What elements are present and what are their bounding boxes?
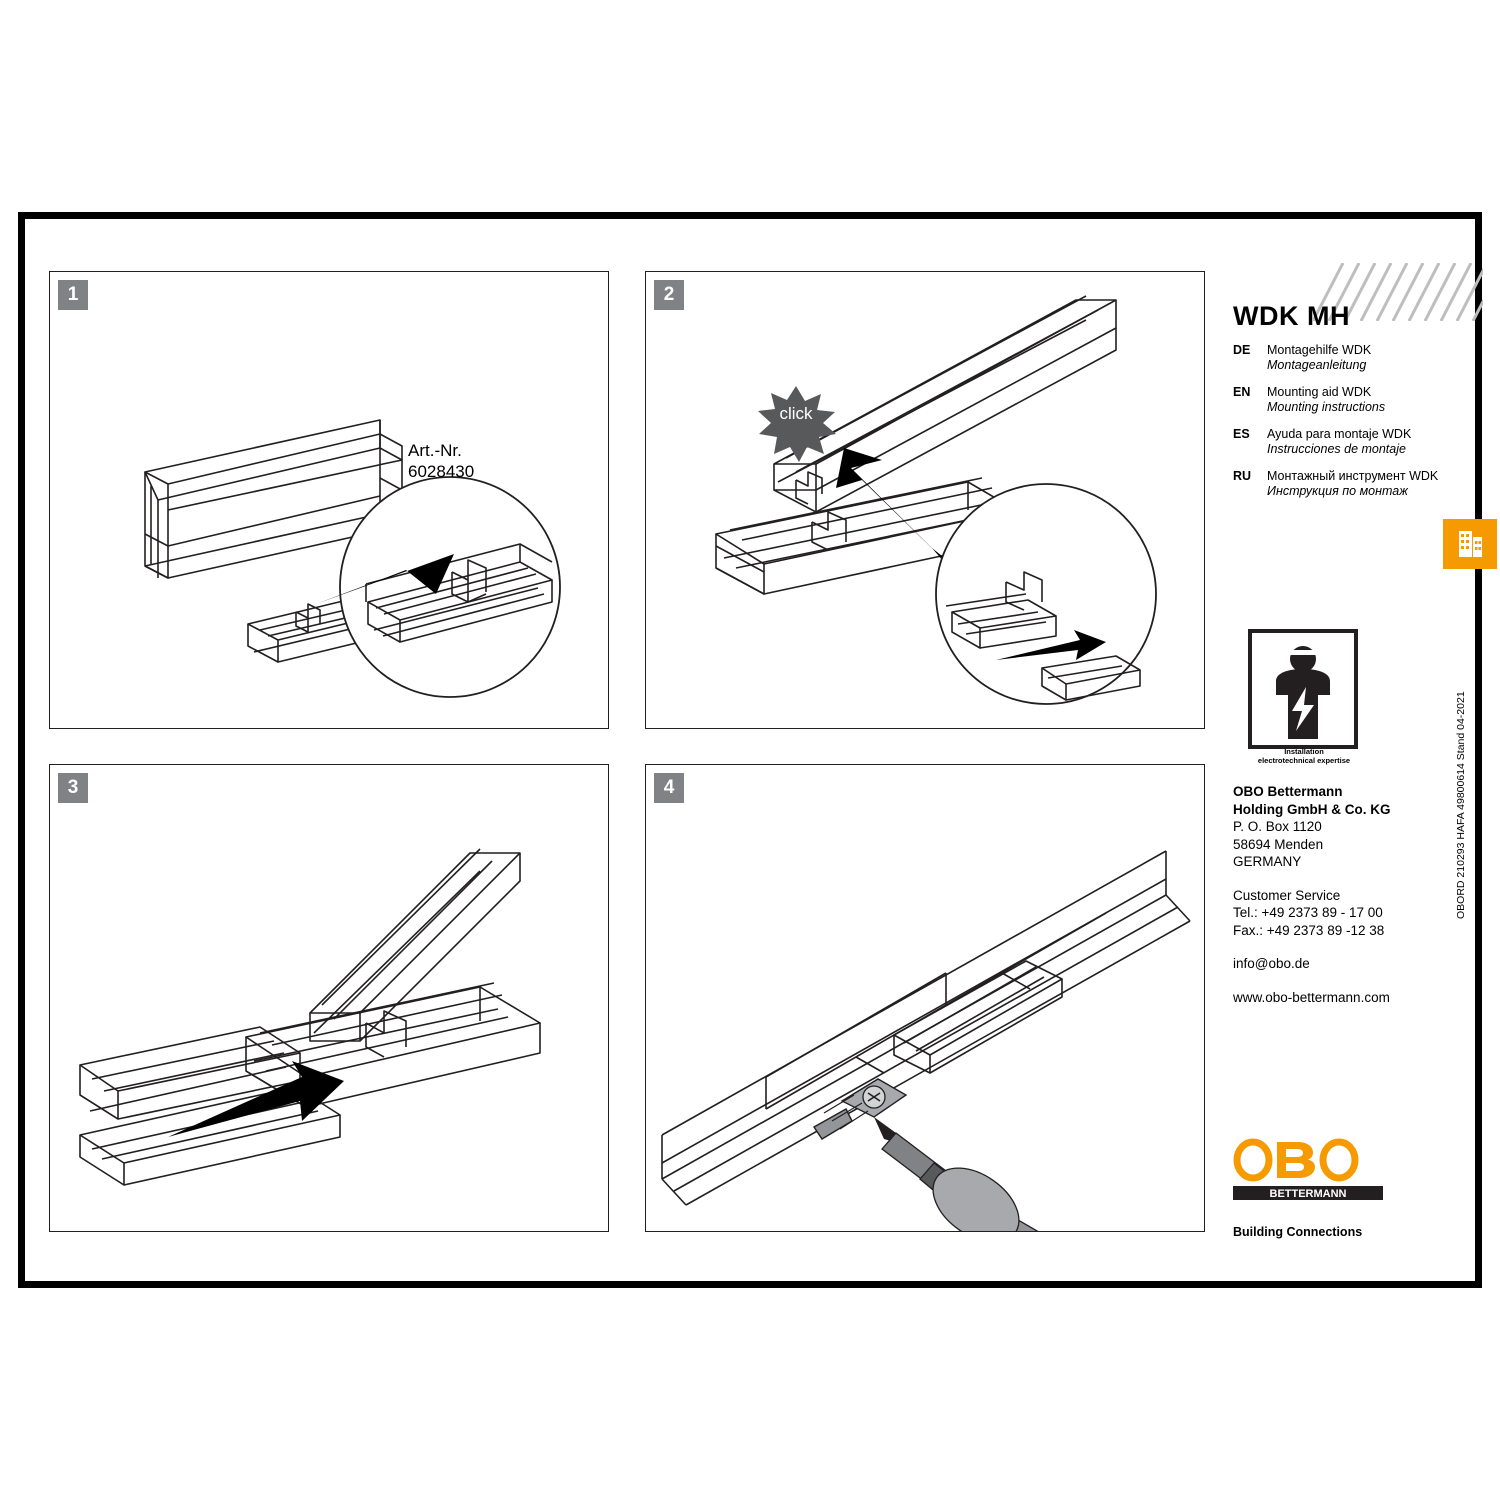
step-number-badge-4: 4 bbox=[654, 773, 684, 803]
step-1-illustration bbox=[50, 272, 609, 729]
company-name-line1: OBO Bettermann bbox=[1233, 784, 1343, 799]
customer-service-tel: Tel.: +49 2373 89 - 17 00 bbox=[1233, 905, 1383, 920]
obo-logo bbox=[1233, 1138, 1383, 1200]
article-number-value: 6028430 bbox=[408, 462, 475, 481]
step-2-illustration bbox=[646, 272, 1205, 729]
language-code: DE bbox=[1233, 343, 1251, 357]
building-icon-box bbox=[1443, 519, 1497, 569]
brand-slogan: Building Connections bbox=[1233, 1225, 1363, 1239]
product-title: WDK MH bbox=[1233, 301, 1350, 331]
print-code: OBORD 210293 HAFA 49800614 Stand 04-2021 bbox=[1455, 691, 1467, 919]
building-icon bbox=[1443, 519, 1497, 569]
language-subtitle: Instrucciones de montaje bbox=[1267, 442, 1406, 456]
step-panel-2 bbox=[645, 271, 1205, 729]
language-title: Монтажный инструмент WDK bbox=[1267, 469, 1439, 483]
step-panel-1 bbox=[49, 271, 609, 729]
language-subtitle: Montageanleitung bbox=[1267, 358, 1367, 372]
language-code: RU bbox=[1233, 469, 1252, 483]
company-website[interactable]: www.obo-bettermann.com bbox=[1233, 989, 1390, 1005]
customer-service-label: Customer Service bbox=[1233, 887, 1341, 903]
info-column bbox=[1233, 263, 1483, 1243]
company-address bbox=[1233, 783, 1483, 1006]
step-3-illustration bbox=[50, 765, 609, 1232]
click-label: click bbox=[779, 404, 813, 423]
company-email[interactable]: info@obo.de bbox=[1233, 956, 1310, 971]
step-number-badge-1: 1 bbox=[58, 280, 88, 310]
language-title: Montagehilfe WDK bbox=[1267, 343, 1372, 357]
certification-caption bbox=[1233, 747, 1375, 765]
language-code: EN bbox=[1233, 385, 1251, 399]
step-4-illustration bbox=[646, 765, 1205, 1232]
instruction-sheet bbox=[18, 212, 1482, 1288]
step-number-badge-2: 2 bbox=[654, 280, 684, 310]
language-subtitle: Mounting instructions bbox=[1267, 400, 1386, 414]
sheet-inner bbox=[25, 219, 1475, 1281]
company-pobox: P. O. Box 1120 bbox=[1233, 819, 1322, 834]
language-subtitle: Инструкция по монтаж bbox=[1267, 484, 1408, 498]
customer-service-fax: Fax.: +49 2373 89 -12 38 bbox=[1233, 922, 1385, 938]
company-country: GERMANY bbox=[1233, 854, 1302, 869]
language-code: ES bbox=[1233, 427, 1250, 441]
certification-caption-line1: Installation bbox=[1284, 747, 1324, 756]
company-city: 58694 Menden bbox=[1233, 836, 1324, 852]
step-panel-4 bbox=[645, 764, 1205, 1232]
electrician-certification-icon bbox=[1248, 629, 1358, 754]
step-panel-3 bbox=[49, 764, 609, 1232]
obo-logo-subtext: BETTERMANN bbox=[1269, 1188, 1347, 1200]
language-title: Ayuda para montaje WDK bbox=[1267, 427, 1412, 441]
company-name-line2: Holding GmbH & Co. KG bbox=[1233, 801, 1391, 817]
article-number-label: Art.-Nr. bbox=[408, 441, 462, 460]
language-title: Mounting aid WDK bbox=[1267, 385, 1372, 399]
article-number-callout bbox=[408, 440, 474, 482]
certification-caption-line2: electrotechnical expertise bbox=[1257, 756, 1351, 765]
step-number-badge-3: 3 bbox=[58, 773, 88, 803]
